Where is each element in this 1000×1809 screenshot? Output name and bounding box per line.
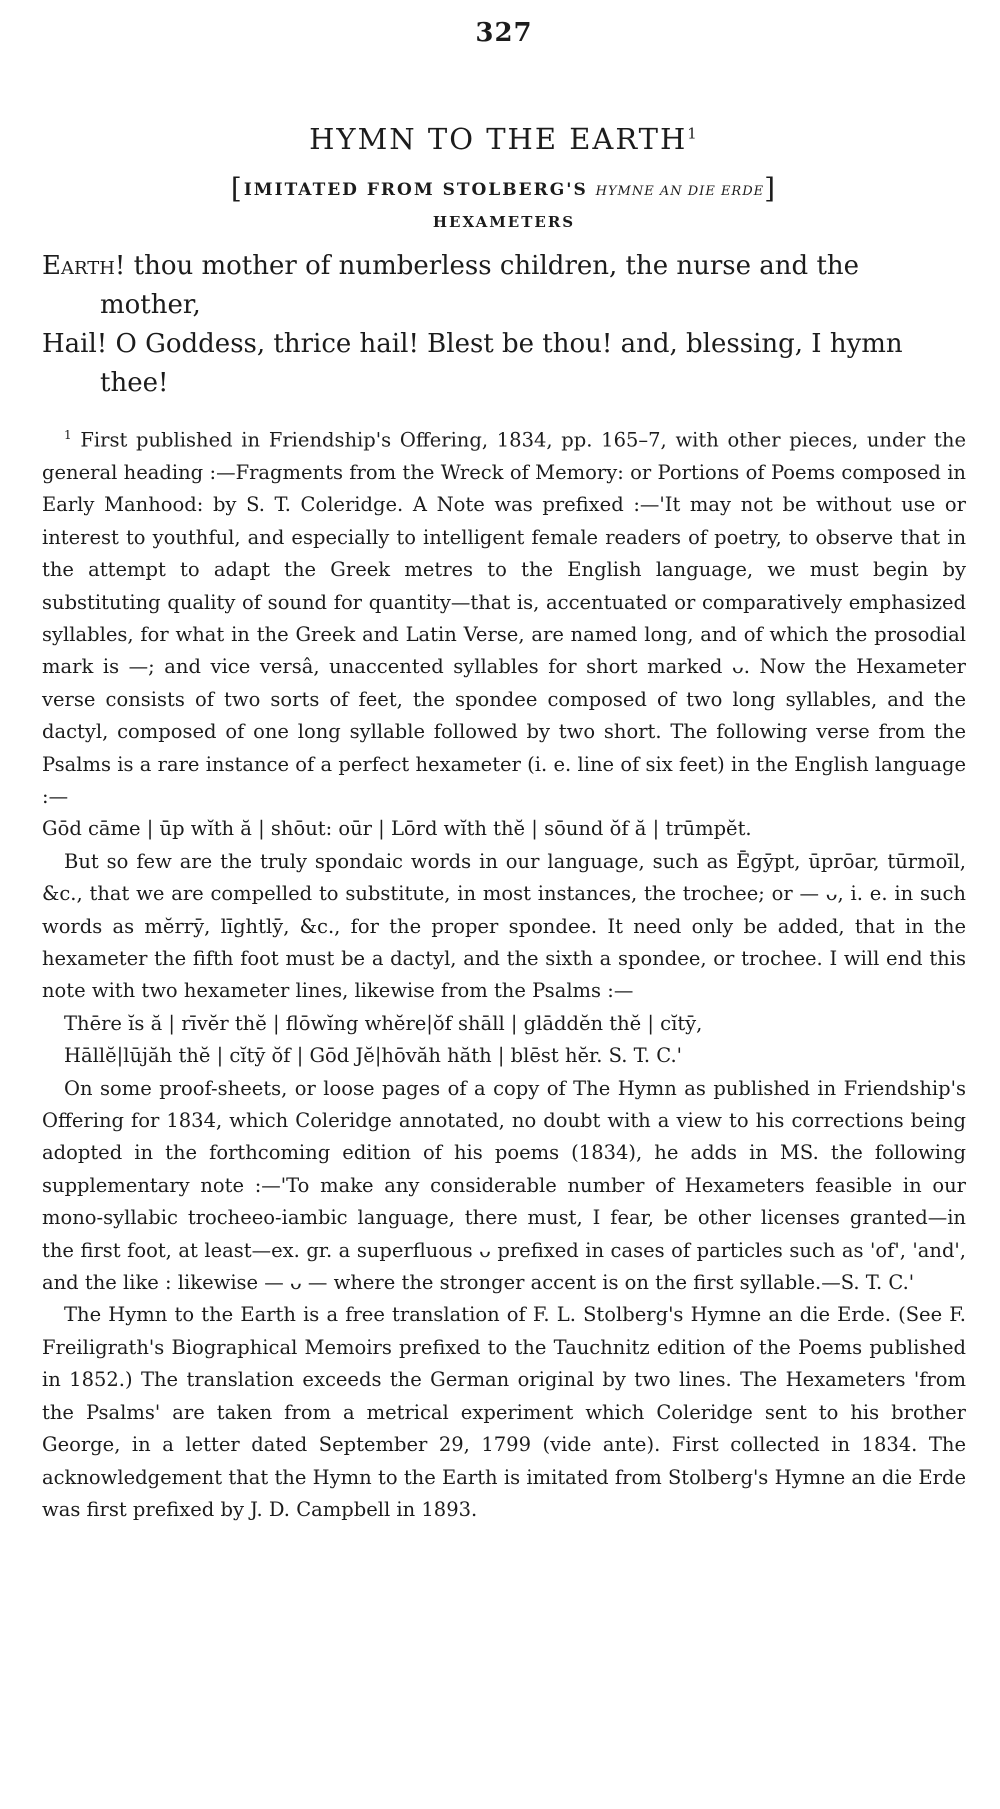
- poem-line-1-rest: ! thou mother of numberless children, the nurse and the mother,: [100, 251, 860, 320]
- psalm-verse-1: Gōd cāme | ūp wĭth ă | shōut: oūr | Lōrd wĭth thĕ | sōund ŏf ă | trūmpĕt.: [42, 817, 752, 841]
- poem: [42, 247, 966, 403]
- page-title: [42, 122, 966, 156]
- subtitle-italic: HYMNE AN DIE ERDE: [595, 184, 765, 199]
- subtitle-open-bracket: [: [230, 172, 244, 205]
- page: [42, 18, 966, 1526]
- footnote-paragraph-4: The Hymn to the Earth is a free translation of F. L. Stolberg's Hymne an die Erde. (See F. Freiligrath's Biographical Memoirs prefixed to the Tauchnitz edition of the Poems published in 1852.) The translation exceeds the German original by two lines. The Hexameters 'from the Psalms' are taken from a metrical experiment which Coleridge sent to his brother George, in a letter dated September 29, 1799 (vide ante). First collected in 1834. The acknowledgement that the Hymn to the Earth is imitated from Stolberg's Hymne an die Erde was first prefixed by J. D. Campbell in 1893.: [42, 1303, 966, 1521]
- footnotes: [42, 419, 966, 1526]
- psalm-verse-3: Hāllĕ|lūjăh thĕ | cĭtȳ ŏf | Gōd Jĕ|hōvăh hăth | blēst hĕr. S. T. C.': [64, 1044, 683, 1068]
- footnote-paragraph-1: [42, 419, 966, 813]
- footnote-paragraph-2: But so few are the truly spondaic words in our language, such as Ēgȳpt, ūprōar, tūrmoīl, &c., that we are compelled to substitute, in most instances, the trochee; or — ᴗ, i. e. in such words as mĕrrȳ, līghtlȳ, &c., for the proper spondee. It need only be added, that in the hexameter the fifth foot must be a dactyl, and the sixth a spondee, or trochee. I will end this note with two hexameter lines, likewise from the Psalms :—: [42, 849, 966, 1003]
- subtitle: [42, 172, 966, 205]
- footnote-1-text: First published in Friendship's Offering, 1834, pp. 165–7, with other pieces, under the general heading :—Fragments from the Wreck of Memory: or Portions of Poems composed in Early Manhood: by S. T. Coleridge. A Note was prefixed :—'It may not be without use or interest to youthful, and especially to intelligent female readers of poetry, to observe that in the attempt to adapt the Greek metres to the English language, we must begin by substituting quality of sound for quantity—that is, accentuated or comparatively emphasized syllables, for what in the Greek and Latin Verse, are named long, and of which the prosodial mark is —; and vice versâ, unaccented syllables for short marked ᴗ. Now the Hexameter verse consists of two sorts of feet, the spondee composed of two long syllables, and the dactyl, composed of one long syllable followed by two short. The following verse from the Psalms is a rare instance of a perfect hexameter (i. e. line of six feet) in the English language :—: [42, 428, 966, 808]
- page-number: 327: [475, 18, 533, 48]
- poem-line-1: [42, 247, 966, 325]
- title-text: HYMN TO THE EARTH: [309, 122, 688, 156]
- poem-line-2: Hail! O Goddess, thrice hail! Blest be thou! and, blessing, I hymn thee!: [42, 329, 903, 398]
- subtitle-close-bracket: ]: [764, 172, 778, 205]
- subtitle-prefix: IMITATED FROM STOLBERG'S: [243, 180, 588, 200]
- footnote-marker: 1: [64, 428, 72, 442]
- title-footnote-marker: 1: [687, 124, 699, 143]
- footnote-paragraph-3: On some proof-sheets, or loose pages of a copy of The Hymn as published in Friendship's Offering for 1834, which Coleridge annotated, no doubt with a view to his corrections being adopted in the forthcoming edition of his poems (1834), he adds in MS. the following supplementary note :—'To make any considerable number of Hexameters feasible in our mono-syllabic trocheeo-iambic language, there must, I fear, be other licenses granted—in the first foot, at least—ex. gr. a superfluous ᴗ prefixed in cases of particles such as 'of', 'and', and the like : likewise — ᴗ — where the stronger accent is on the first syllable.—S. T. C.': [42, 1076, 966, 1295]
- poem-first-word: Earth: [42, 251, 115, 281]
- psalm-verse-2: Thēre ĭs ă | rīvĕr thĕ | flōwĭng whĕre|ŏf shāll | glāddĕn thĕ | cĭtȳ,: [64, 1011, 703, 1035]
- meter-heading: HEXAMETERS: [432, 213, 576, 231]
